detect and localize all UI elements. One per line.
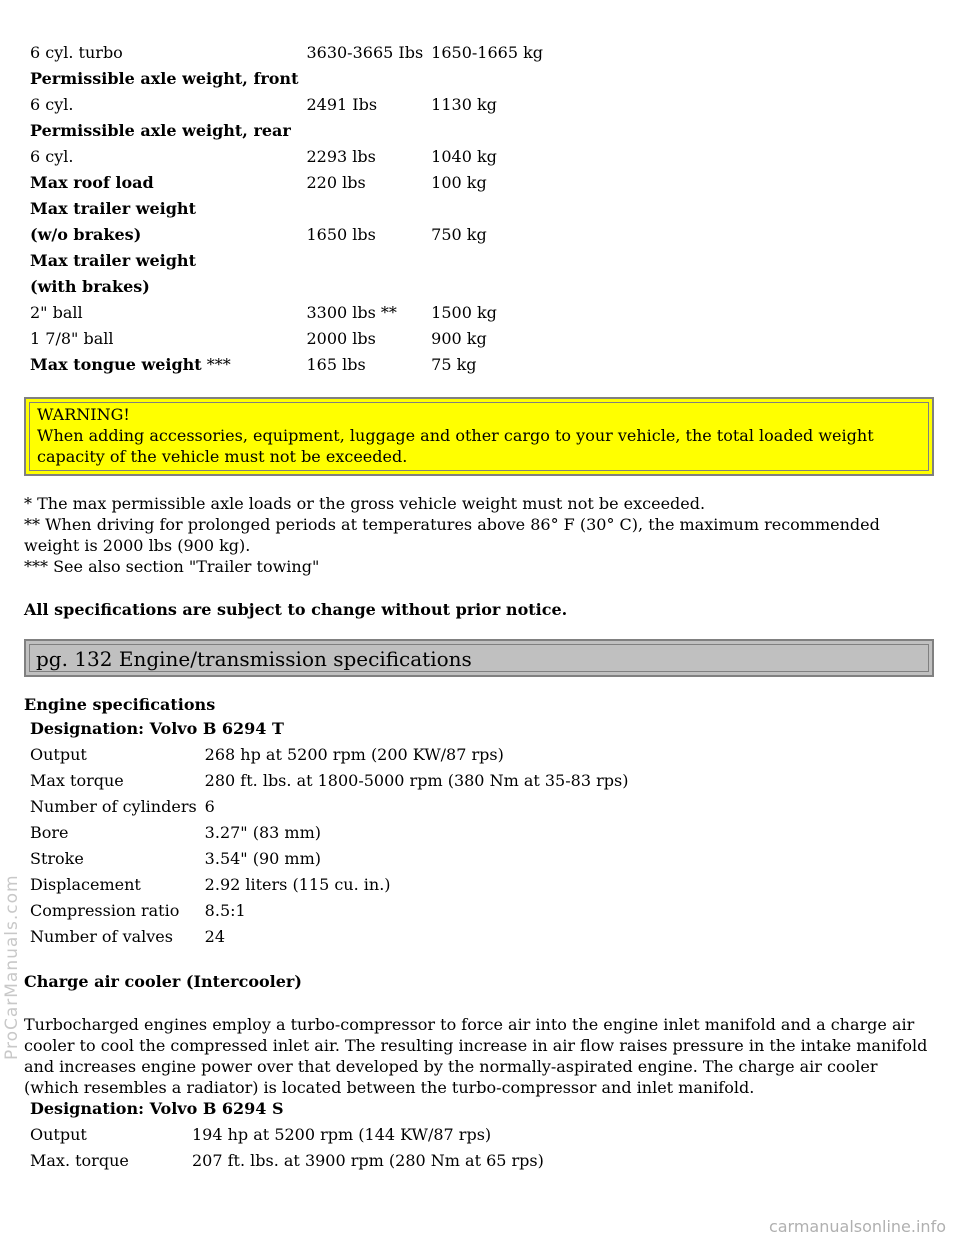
designation-row	[26, 716, 632, 742]
footnote-1: * The max permissible axle loads or the gross vehicle weight must not be exceeded.	[24, 494, 706, 513]
weight-label: (w/o brakes)	[30, 225, 142, 244]
weight-label: Permissible axle weight, rear	[30, 121, 291, 140]
weight-row	[26, 92, 547, 118]
weight-row	[26, 40, 547, 66]
spec-label: Number of cylinders	[30, 797, 197, 816]
engine-b6294t-rows	[26, 742, 632, 950]
spec-label: Stroke	[30, 849, 84, 868]
tongue-weight-row	[26, 352, 547, 378]
tongue-weight-label: Max tongue weight	[30, 355, 202, 374]
designation-label: Designation: Volvo B 6294 S	[30, 1099, 284, 1118]
weight-row	[26, 66, 547, 92]
weight-kg: 100 kg	[431, 173, 487, 192]
weight-lbs	[302, 66, 427, 92]
side-watermark: ProCarManuals.com	[2, 874, 22, 1060]
spec-value: 3.27" (83 mm)	[204, 823, 322, 842]
spec-value: 207 ft. lbs. at 3900 rpm (280 Nm at 65 rps)	[192, 1151, 544, 1170]
warning-inner	[29, 402, 929, 471]
spec-row	[26, 846, 632, 872]
weight-label: (with brakes)	[30, 277, 150, 296]
weight-label: 6 cyl.	[30, 95, 74, 114]
weight-row	[26, 118, 547, 144]
spec-label: Number of valves	[30, 927, 173, 946]
weight-row	[26, 170, 547, 196]
spec-value: 3.54" (90 mm)	[204, 849, 322, 868]
footnote-2: ** When driving for prolonged periods at temperatures above 86° F (30° C), the maximum recommended weight is 2000 lbs (900 kg).	[24, 515, 880, 555]
weight-row	[26, 300, 547, 326]
weight-kg: 1040 kg	[431, 147, 497, 166]
weight-kg: 750 kg	[431, 225, 487, 244]
spec-row	[26, 1148, 548, 1174]
spec-value: 268 hp at 5200 rpm (200 KW/87 rps)	[204, 745, 504, 764]
tongue-weight-footnote-mark: ***	[201, 355, 231, 374]
weight-label: 1 7/8" ball	[30, 329, 114, 348]
charge-cooler-text: Turbocharged engines employ a turbo-compressor to force air into the engine inlet manifold and a charge air cooler to cool the compressed inlet air. The resulting increase in air flow raises pressure in the intake manifold and increases engine power over that developed by the normally-aspirated engine. The charge air cooler (which resembles a radiator) is located between the turbo-compressor and inlet manifold.	[24, 1015, 928, 1097]
spec-row	[26, 794, 632, 820]
designation-row	[26, 1096, 548, 1122]
weight-label: Max trailer weight	[30, 199, 196, 218]
spec-value: 24	[204, 927, 226, 946]
charge-cooler-heading: Charge air cooler (Intercooler)	[24, 972, 302, 991]
spec-row	[26, 820, 632, 846]
spec-row	[26, 924, 632, 950]
spec-value: 280 ft. lbs. at 1800-5000 rpm (380 Nm at 35-83 rps)	[204, 771, 629, 790]
weight-kg	[427, 66, 547, 92]
change-notice: All specifications are subject to change without prior notice.	[24, 600, 568, 619]
weight-lbs	[302, 274, 427, 300]
spec-label: Bore	[30, 823, 69, 842]
engine-b6294s-rows	[26, 1122, 548, 1174]
designation-label: Designation: Volvo B 6294 T	[30, 719, 284, 738]
weight-label: 2" ball	[30, 303, 83, 322]
spec-value: 8.5:1	[204, 901, 246, 920]
spec-row	[26, 742, 632, 768]
weight-lbs	[302, 118, 427, 144]
warning-text: When adding accessories, equipment, luggage and other cargo to your vehicle, the total loaded weight capacity of the vehicle must not be exceeded.	[37, 426, 874, 466]
footnote-3: *** See also section "Trailer towing"	[24, 557, 320, 576]
weight-lbs: 2000 lbs	[306, 329, 376, 348]
weight-kg: 1650-1665 kg	[431, 43, 544, 62]
spec-row	[26, 898, 632, 924]
weight-kg: 900 kg	[431, 329, 487, 348]
weight-lbs: 3630-3665 Ibs	[306, 43, 424, 62]
weight-label: 6 cyl. turbo	[30, 43, 123, 62]
weight-kg: 1500 kg	[431, 303, 497, 322]
weight-lbs: 1650 lbs	[306, 225, 376, 244]
page-title: pg. 132 Engine/transmission specifications	[29, 644, 929, 672]
weight-lbs: 220 lbs	[306, 173, 366, 192]
weight-row	[26, 196, 547, 222]
spec-value: 2.92 liters (115 cu. in.)	[204, 875, 391, 894]
weights-table	[26, 40, 547, 378]
spec-label: Displacement	[30, 875, 141, 894]
page-header-bar	[24, 639, 934, 677]
weight-lbs: 165 lbs	[306, 355, 366, 374]
engine-specs-heading: Engine specifications	[24, 695, 216, 714]
weight-lbs: 3300 lbs **	[306, 303, 397, 322]
weight-kg: 1130 kg	[431, 95, 497, 114]
footer-watermark: carmanualsonline.info	[768, 1217, 946, 1236]
weight-kg	[427, 248, 547, 274]
weight-kg	[427, 196, 547, 222]
weight-kg: 75 kg	[431, 355, 477, 374]
engine-b6294s-table	[26, 1096, 548, 1174]
weight-row	[26, 222, 547, 248]
spec-label: Compression ratio	[30, 901, 180, 920]
spec-label: Output	[30, 745, 87, 764]
warning-box	[24, 397, 934, 476]
weight-row	[26, 144, 547, 170]
weight-kg	[427, 118, 547, 144]
spec-value: 194 hp at 5200 rpm (144 KW/87 rps)	[192, 1125, 492, 1144]
weight-label: Permissible axle weight, front	[30, 69, 299, 88]
spec-value: 6	[204, 797, 215, 816]
weight-label: Max trailer weight	[30, 251, 196, 270]
weight-label: Max roof load	[30, 173, 154, 192]
spec-label: Max torque	[30, 771, 124, 790]
weight-row	[26, 274, 547, 300]
weights-table-body	[26, 40, 547, 378]
weight-lbs	[302, 248, 427, 274]
weight-lbs	[302, 196, 427, 222]
spec-label: Max. torque	[30, 1151, 129, 1170]
weight-label: 6 cyl.	[30, 147, 74, 166]
spec-row	[26, 768, 632, 794]
warning-title: WARNING!	[37, 405, 130, 424]
weight-kg	[427, 274, 547, 300]
spec-row	[26, 1122, 548, 1148]
weight-row	[26, 248, 547, 274]
weight-lbs: 2293 lbs	[306, 147, 376, 166]
engine-b6294t-table	[26, 716, 632, 950]
spec-label: Output	[30, 1125, 87, 1144]
spec-row	[26, 872, 632, 898]
weight-row	[26, 326, 547, 352]
weight-lbs: 2491 Ibs	[306, 95, 378, 114]
footnotes	[24, 493, 936, 577]
tongue-weight-label-cell	[26, 352, 302, 378]
